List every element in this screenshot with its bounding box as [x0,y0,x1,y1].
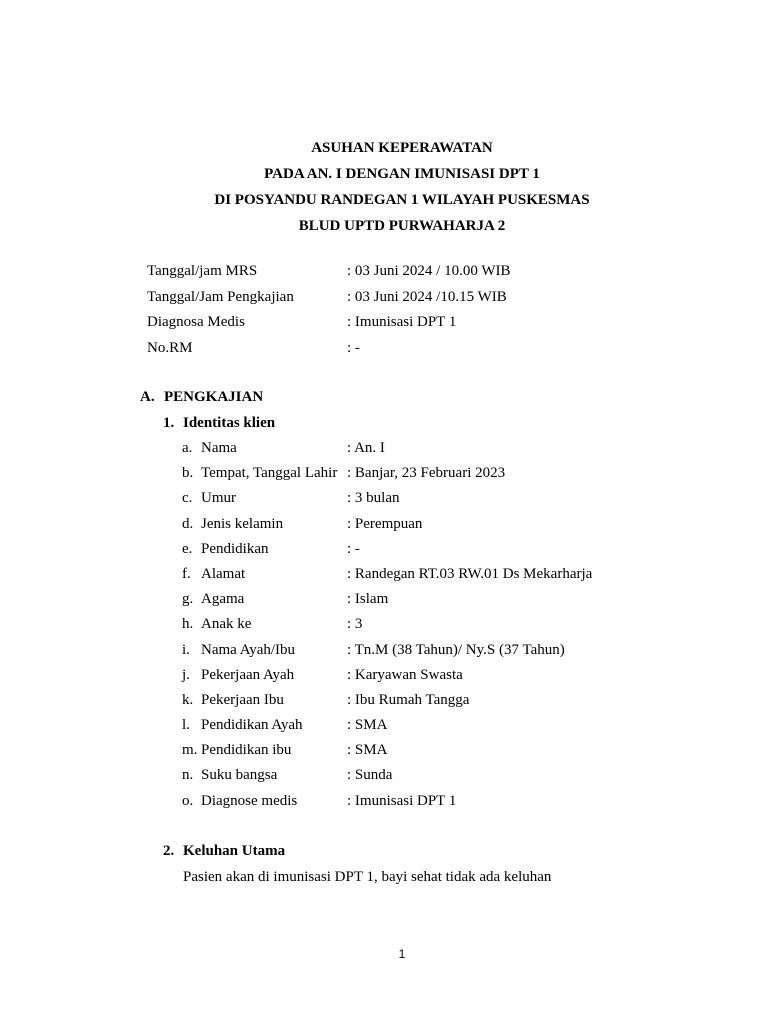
item-letter: h. [182,616,194,633]
item-letter: o. [182,792,194,809]
title-line-4: BLUD UPTD PURWAHARJA 2 [298,218,506,234]
subsection-heading-1 [163,411,275,435]
item-letter: a. [182,440,193,456]
subsection-number: 2. [163,843,175,859]
item-value: : Islam [347,591,389,608]
item-value: : - [347,540,360,557]
item-label: Pekerjaan Ayah [201,666,295,683]
item-label: Pekerjaan Ibu [201,691,284,708]
item-letter: b. [182,465,194,482]
meta-label: Tanggal/jam MRS [147,263,258,279]
item-label: Pendidikan [201,540,269,557]
item-label: Agama [201,591,245,608]
meta-value: : 03 Juni 2024 / 10.00 WIB [347,263,511,279]
item-value: : Perempuan [347,515,423,532]
item-label: Suku bangsa [201,767,278,784]
meta-label: No.RM [147,339,193,356]
item-value: : Sunda [347,767,393,784]
item-label: Nama Ayah/Ibu [201,641,296,658]
item-value: : Banjar, 23 Februari 2023 [347,465,506,482]
item-letter: m. [182,742,198,759]
item-label: Diagnose medis [201,792,298,809]
item-label: Jenis kelamin [201,515,284,532]
section-title: PENGKAJIAN [164,389,264,405]
item-label: Alamat [201,565,246,582]
item-letter: n. [182,767,194,784]
item-label: Nama [201,440,237,456]
item-label: Umur [201,490,236,507]
item-value: : Tn.M (38 Tahun)/ Ny.S (37 Tahun) [347,641,565,658]
item-value: : 3 [347,616,363,633]
item-letter: d. [182,515,194,532]
item-label: Tempat, Tanggal Lahir [201,465,338,482]
item-value: : 3 bulan [347,490,400,507]
subsection-number: 1. [163,415,175,431]
item-letter: i. [182,641,190,658]
item-letter: c. [182,490,193,507]
item-value: : Imunisasi DPT 1 [347,792,457,809]
meta-value: : 03 Juni 2024 /10.15 WIB [347,288,507,305]
item-value: : Randegan RT.03 RW.01 Ds Mekarharja [347,565,593,582]
title-line-2: PADA AN. I DENGAN IMUNISASI DPT 1 [264,166,540,182]
section-number: A. [140,389,155,405]
title-line-3: DI POSYANDU RANDEGAN 1 WILAYAH PUSKESMAS [214,192,590,208]
page-number: 1 [398,947,406,961]
title-line-1: ASUHAN KEPERAWATAN [311,140,493,156]
item-letter: f. [182,565,191,582]
subsection-heading-2 [163,839,285,863]
item-letter: k. [182,691,194,708]
item-value: : Karyawan Swasta [347,666,463,683]
item-label: Anak ke [201,616,252,633]
meta-label: Diagnosa Medis [147,314,245,330]
item-label: Pendidikan Ayah [201,717,303,734]
item-label: Pendidikan ibu [201,742,292,759]
item-value: : SMA [347,717,388,734]
subsection-title: Identitas klien [183,415,276,431]
section-heading-a [140,385,263,409]
complaint-text: Pasien akan di imunisasi DPT 1, bayi sehat tidak ada keluhan [183,869,552,885]
item-value: : SMA [347,742,388,759]
meta-value: : Imunisasi DPT 1 [347,314,457,330]
item-letter: j. [182,666,190,683]
item-value: : Ibu Rumah Tangga [347,691,470,708]
document-title [0,135,768,239]
item-letter: g. [182,591,194,608]
item-value: : An. I [347,440,385,456]
subsection-title: Keluhan Utama [183,843,286,859]
meta-value: : - [347,339,360,356]
meta-label: Tanggal/Jam Pengkajian [147,288,294,305]
item-letter: l. [182,717,190,734]
item-letter: e. [182,540,193,557]
